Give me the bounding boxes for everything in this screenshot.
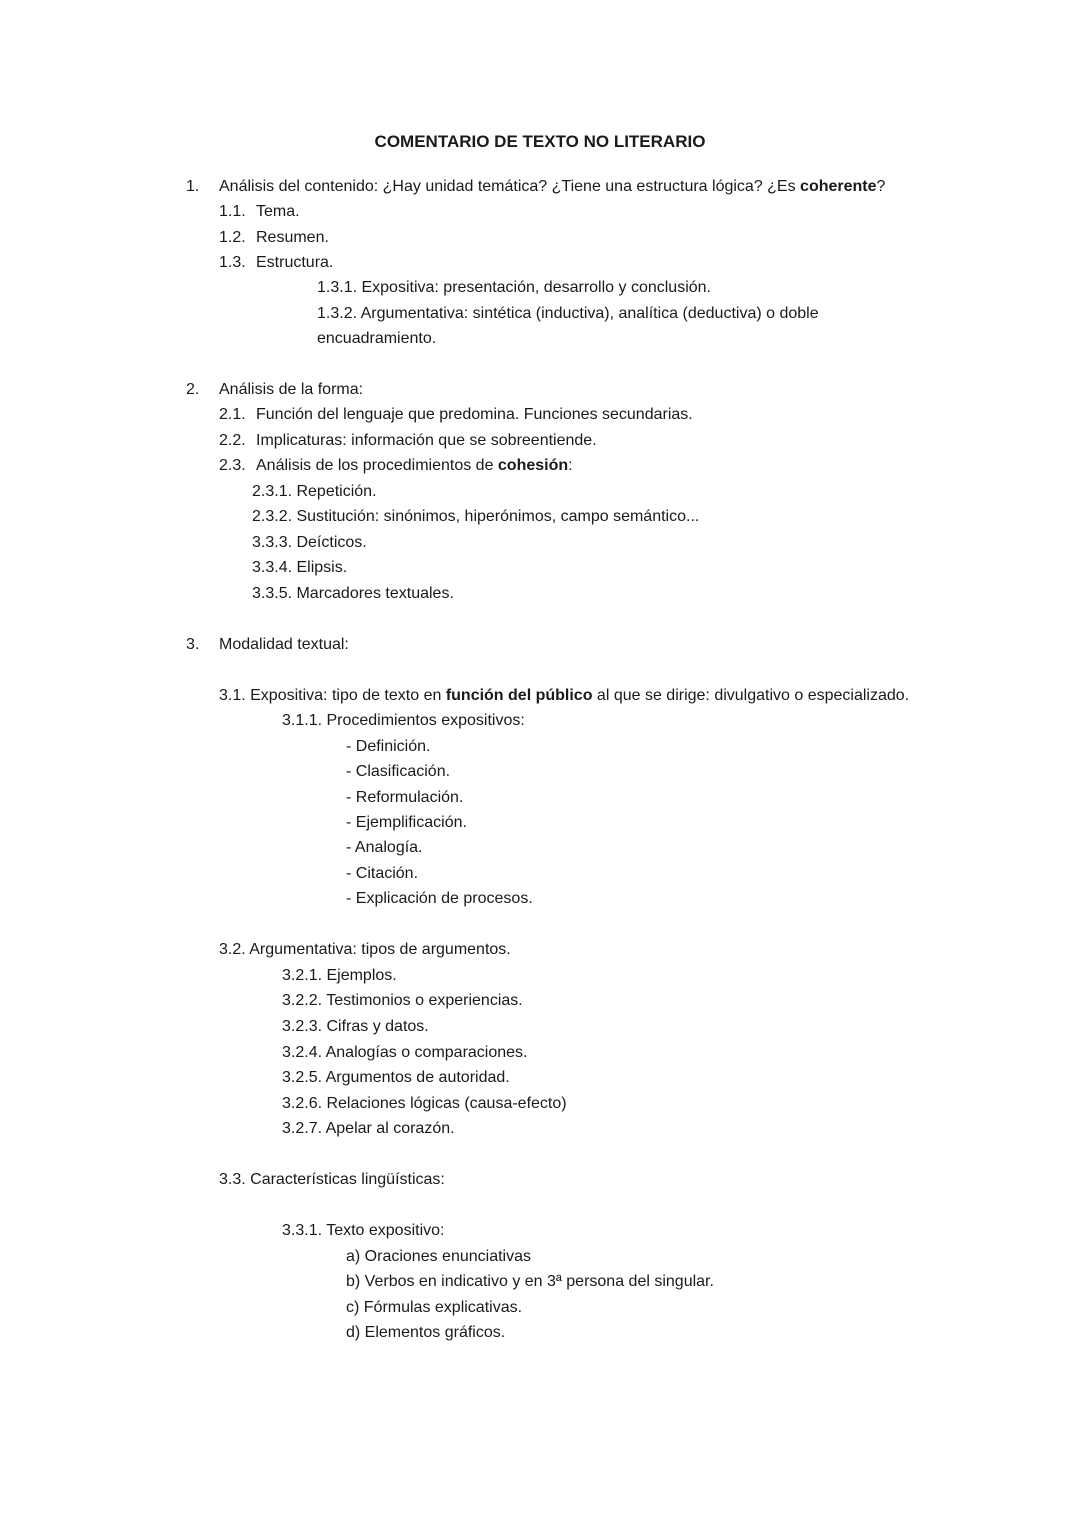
argument-item: 3.2.1. Ejemplos. xyxy=(282,967,397,984)
argument-item: 3.2.4. Analogías o comparaciones. xyxy=(282,1044,528,1061)
item-2-2-number: 2.2. xyxy=(219,432,246,449)
procedure-item: - Ejemplificación. xyxy=(346,814,467,831)
cohesion-item: 3.3.3. Deícticos. xyxy=(252,534,367,551)
section-3-heading: Modalidad textual: xyxy=(219,636,349,653)
item-2-3: Análisis de los procedimientos de cohesión: xyxy=(256,457,573,474)
argument-item: 3.2.2. Testimonios o experiencias. xyxy=(282,992,523,1009)
section-2-heading: Análisis de la forma: xyxy=(219,381,364,398)
item-1-1-number: 1.1. xyxy=(219,203,246,220)
argument-item: 3.2.7. Apelar al corazón. xyxy=(282,1120,455,1137)
section-2-number: 2. xyxy=(186,381,200,398)
item-3-3-1: 3.3.1. Texto expositivo: xyxy=(282,1222,445,1239)
item-1-3: Estructura. xyxy=(256,254,334,271)
item-1-3-1: 1.3.1. Expositiva: presentación, desarrollo y conclusión. xyxy=(317,279,711,296)
cohesion-item: 2.3.2. Sustitución: sinónimos, hiperónimos, campo semántico... xyxy=(252,508,700,525)
item-3-1: 3.1. Expositiva: tipo de texto en función del público al que se dirige: divulgativo o especializado. xyxy=(219,687,910,704)
procedure-item: - Citación. xyxy=(346,865,419,882)
procedure-item: - Reformulación. xyxy=(346,789,464,806)
procedure-item: - Clasificación. xyxy=(346,763,451,780)
item-1-2-number: 1.2. xyxy=(219,229,246,246)
cohesion-item: 2.3.1. Repetición. xyxy=(252,483,377,500)
procedure-item: - Definición. xyxy=(346,738,431,755)
cohesion-item: 3.3.4. Elipsis. xyxy=(252,559,348,576)
item-1-3-2-continued: encuadramiento. xyxy=(317,330,437,347)
item-3-3: 3.3. Características lingüísticas: xyxy=(219,1171,445,1188)
item-3-2: 3.2. Argumentativa: tipos de argumentos. xyxy=(219,941,511,958)
expository-feature: b) Verbos en indicativo y en 3ª persona del singular. xyxy=(346,1273,714,1290)
item-2-1: Función del lenguaje que predomina. Funciones secundarias. xyxy=(256,406,693,423)
item-3-1-1: 3.1.1. Procedimientos expositivos: xyxy=(282,712,525,729)
expository-feature: c) Fórmulas explicativas. xyxy=(346,1299,523,1316)
cohesion-item: 3.3.5. Marcadores textuales. xyxy=(252,585,454,602)
item-1-1: Tema. xyxy=(256,203,300,220)
section-1-heading: Análisis del contenido: ¿Hay unidad temática? ¿Tiene una estructura lógica? ¿Es coherente? xyxy=(219,178,886,195)
expository-feature: d) Elementos gráficos. xyxy=(346,1324,506,1341)
item-2-1-number: 2.1. xyxy=(219,406,246,423)
argument-item: 3.2.6. Relaciones lógicas (causa-efecto) xyxy=(282,1095,567,1112)
item-1-3-2: 1.3.2. Argumentativa: sintética (inductiva), analítica (deductiva) o doble xyxy=(317,305,819,322)
section-3-number: 3. xyxy=(186,636,200,653)
argument-item: 3.2.5. Argumentos de autoridad. xyxy=(282,1069,510,1086)
procedure-item: - Explicación de procesos. xyxy=(346,890,533,907)
item-1-3-number: 1.3. xyxy=(219,254,246,271)
item-2-3-number: 2.3. xyxy=(219,457,246,474)
section-1-number: 1. xyxy=(186,178,200,195)
item-2-2: Implicaturas: información que se sobreentiende. xyxy=(256,432,597,449)
page-title: COMENTARIO DE TEXTO NO LITERARIO xyxy=(374,132,706,151)
procedure-item: - Analogía. xyxy=(346,839,423,856)
argument-item: 3.2.3. Cifras y datos. xyxy=(282,1018,429,1035)
item-1-2: Resumen. xyxy=(256,229,329,246)
expository-feature: a) Oraciones enunciativas xyxy=(346,1248,531,1265)
